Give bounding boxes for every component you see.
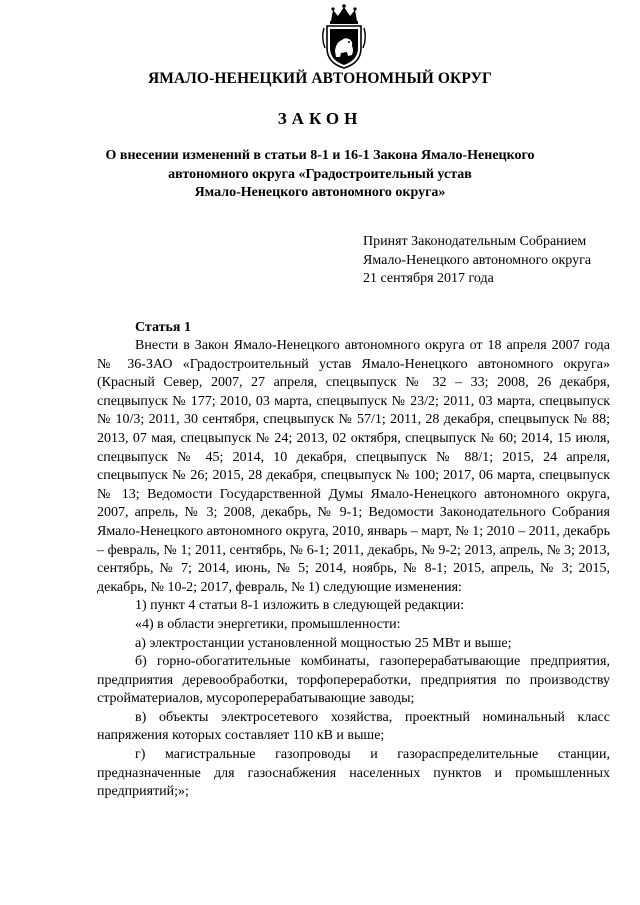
- article-body: [97, 337, 610, 802]
- paragraph-item-g: г) магистральные газопроводы и газораспределительные станции, предназначенные для газоснабжения населенных пунктов и промышленных предприятий;»;: [97, 747, 610, 800]
- law-title-line: О внесении изменений в статьи 8-1 и 16-1 Закона Ямало-Ненецкого: [105, 148, 535, 163]
- paragraph-main: Внести в Закон Ямало-Ненецкого автономного округа от 18 апреля 2007 года № 36-ЗАО «Градостроительный устав Ямало-Ненецкого автономного округа» (Красный Север, 2007, 27 апреля, спецвыпуск № 32 – 33; 2008, 26 декабря, спецвыпуск № 177; 2010, 03 марта, спецвыпуск № 23/2; 2011, 03 марта, спецвыпуск № 10/3; 2011, 30 сентября, спецвыпуск № 57/1; 2011, 28 декабря, спецвыпуск № 88; 2013, 07 мая, спецвыпуск № 24; 2013, 02 октября, спецвыпуск № 60; 2014, 15 июля, спецвыпуск № 45; 2014, 10 декабря, спецвыпуск № 88/1; 2015, 24 апреля, спецвыпуск № 26; 2015, 28 декабря, спецвыпуск № 100; 2017, 06 марта, спецвыпуск № 13; Ведомости Государственной Думы Ямало-Ненецкого автономного округа, 2007, апрель, № 3; 2008, декабрь, № 9-1; Ведомости Законодательного Собрания Ямало-Ненецкого автономного округа, 2010, январь – март, № 1; 2010 – 2011, декабрь – февраль, № 1; 2011, сентябрь, № 6-1; 2011, декабрь, № 9-2; 2013, апрель, № 3; 2013, сентябрь, № 7; 2014, июнь, № 5; 2014, ноябрь, № 8-1; 2015, апрель, № 3; 2015, декабрь, № 10-2; 2017, февраль, № 1) следующие изменения:: [97, 338, 610, 595]
- law-title: [100, 147, 540, 203]
- paragraph-item-b: б) горно-обогатительные комбинаты, газоперерабатывающие предприятия, предприятия деревообработки, торфопереработки, предприятия по производству стройматериалов, мусороперерабатывающие заводы;: [97, 654, 610, 707]
- region-name: ЯМАЛО-НЕНЕЦКИЙ АВТОНОМНЫЙ ОКРУГ: [147, 70, 493, 87]
- adoption-line: Принят Законодательным Собранием: [363, 234, 587, 249]
- paragraph-item-v: в) объекты электросетевого хозяйства, проектный номинальный класс напряжения которых составляет 110 кВ и выше;: [97, 709, 610, 744]
- paragraph-item-a: а) электростанции установленной мощностью 25 МВт и выше;: [135, 635, 512, 651]
- law-title-line: автономного округа «Градостроительный устав: [168, 166, 472, 182]
- paragraph-item-1: 1) пункт 4 статьи 8-1 изложить в следующей редакции:: [135, 598, 465, 614]
- adoption-date: 21 сентября 2017 года: [363, 271, 494, 286]
- article-heading: Статья 1: [135, 320, 191, 335]
- adoption-line: Ямало-Ненецкого автономного округа: [363, 252, 592, 268]
- law-title-line: Ямало-Ненецкого автономного округа»: [194, 185, 446, 200]
- adoption-note: [363, 233, 623, 289]
- paragraph-item-4: «4) в области энергетики, промышленности:: [135, 616, 401, 632]
- document-type: ЗАКОН: [277, 109, 363, 128]
- coat-of-arms-icon: [318, 4, 370, 70]
